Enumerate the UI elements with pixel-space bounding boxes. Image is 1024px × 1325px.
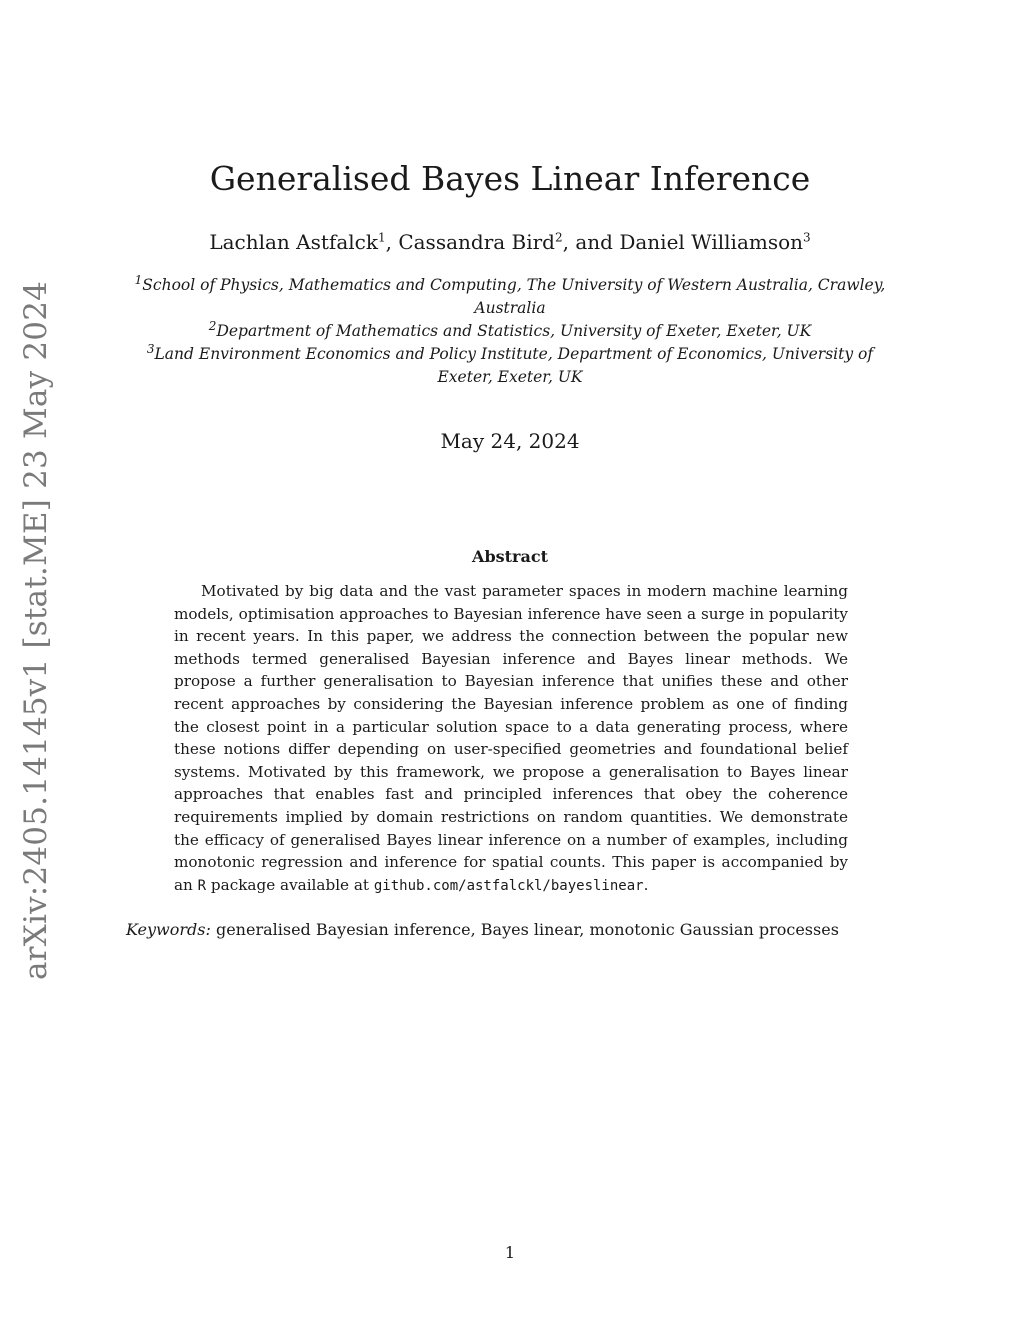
abstract-text: . — [643, 875, 649, 894]
author-list — [120, 228, 900, 256]
affiliation-3 — [120, 343, 900, 389]
paper-title: Generalised Bayes Linear Inference — [209, 159, 811, 198]
author-affiliation-marker: 3 — [803, 230, 811, 245]
abstract-body — [174, 580, 848, 897]
publication-date: May 24, 2024 — [440, 429, 580, 453]
affiliation-text: School of Physics, Mathematics and Computing, The University of Western Australia, Crawley, Australia — [142, 276, 886, 317]
abstract-heading: Abstract — [472, 547, 548, 566]
r-language-code: R — [197, 877, 207, 894]
affiliation-marker: 1 — [134, 272, 143, 287]
author-affiliation-marker: 2 — [555, 230, 563, 245]
keywords-text: generalised Bayesian inference, Bayes linear, monotonic Gaussian processes — [215, 920, 839, 939]
abstract-paragraph — [174, 580, 848, 897]
affiliation-text: Land Environment Economics and Policy Institute, Department of Economics, University of Exeter, Exeter, UK — [154, 345, 874, 386]
author-name: Lachlan Astfalck — [209, 230, 378, 254]
affiliation-marker: 2 — [208, 318, 217, 333]
author-name: Cassandra Bird — [398, 230, 555, 254]
affiliation-1 — [120, 274, 900, 320]
arxiv-identifier: arXiv:2405.14145v1 [stat.ME] 23 May 2024 — [18, 280, 54, 980]
affiliation-marker: 3 — [146, 341, 155, 356]
keywords-label: Keywords: — [126, 920, 211, 939]
author-affiliation-marker: 1 — [377, 230, 386, 245]
author-name: Daniel Williamson — [619, 230, 804, 254]
abstract-text: Motivated by big data and the vast parameter spaces in modern machine learning models, optimisation approaches to Bayesian inference have seen a surge in popularity in recent years. In this paper, we address the connection between the popular new methods termed generalised Bayesian inference and Bayes linear methods. We propose a further generalisation to Bayesian inference that unifies these and other recent approaches by considering the Bayesian inference problem as one of finding the closest point in a particular solution space to a data generating process, where these notions differ depending on user-specified geometries and foundational belief systems. Motivated by this framework, we propose a generalisation to Bayes linear approaches that enables fast and principled inferences that obey the coherence requirements implied by domain restrictions on random quantities. We demonstrate the efficacy of generalised Bayes linear inference on a number of examples, including monotonic regression and inference for spatial counts. This paper is accompanied by an — [174, 582, 848, 894]
affiliation-text: Department of Mathematics and Statistics, University of Exeter, Exeter, UK — [216, 322, 812, 340]
keywords — [126, 918, 896, 942]
affiliation-2 — [120, 320, 900, 343]
abstract-text: package available at — [206, 875, 374, 894]
author-separator: , and — [562, 230, 620, 254]
author-separator: , — [385, 230, 399, 254]
github-link[interactable]: github.com/astfalckl/bayeslinear — [373, 877, 644, 894]
page-number: 1 — [504, 1243, 516, 1262]
